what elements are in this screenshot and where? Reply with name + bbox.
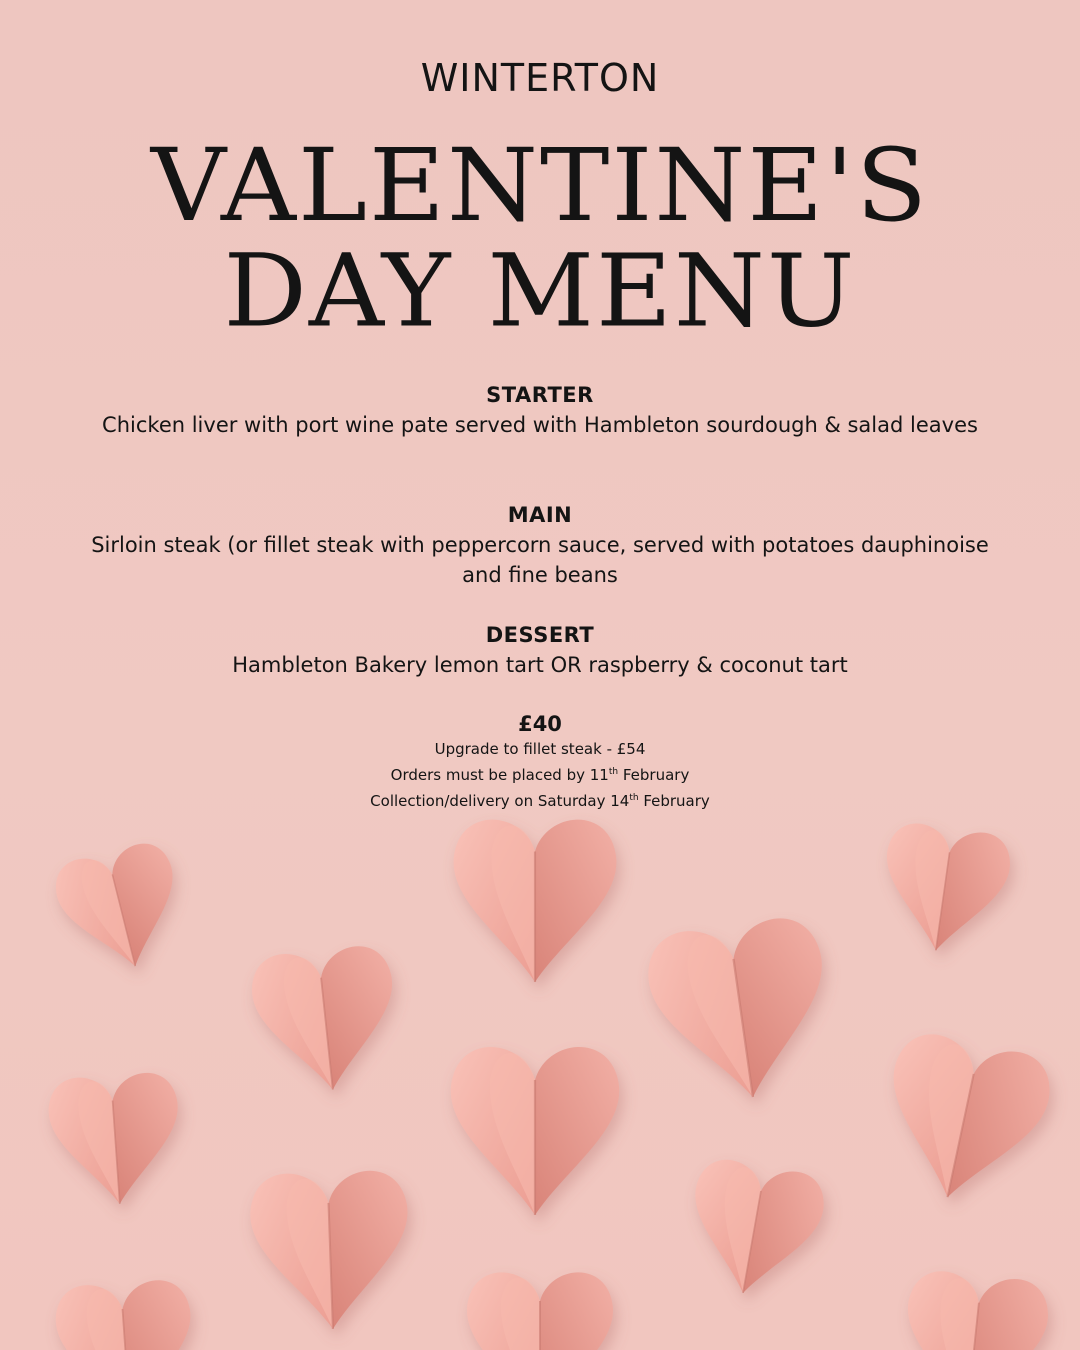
- brand-name: WINTERTON: [420, 56, 660, 100]
- course-starter: [90, 380, 990, 440]
- paper-heart-icon: [897, 1268, 1051, 1350]
- paper-heart-icon: [451, 1047, 619, 1215]
- paper-heart-icon: [643, 913, 840, 1109]
- page-title: [0, 126, 1080, 350]
- paper-heart-icon: [50, 838, 193, 981]
- course-dessert: [90, 620, 990, 680]
- paper-heart-icon: [249, 1170, 412, 1332]
- collection-date: Collection/delivery on Saturday 14th February: [370, 792, 710, 810]
- course-heading: MAIN: [507, 503, 573, 527]
- paper-heart-icon: [454, 820, 617, 982]
- upgrade-note: Upgrade to fillet steak - £54: [434, 740, 646, 758]
- paper-heart-icon: [871, 1027, 1057, 1213]
- title-line-2: DAY MENU: [223, 232, 857, 350]
- course-description: Chicken liver with port wine pate served with Hambleton sourdough & salad leaves: [102, 413, 978, 437]
- course-heading: STARTER: [486, 383, 594, 407]
- paper-heart-icon: [248, 943, 402, 1097]
- course-description: Hambleton Bakery lemon tart OR raspberry & coconut tart: [232, 653, 848, 677]
- price: £40: [518, 712, 562, 736]
- course-description: Sirloin steak (or fillet steak with peppercorn sauce, served with potatoes dauphinoise and fine beans: [91, 533, 989, 587]
- paper-heart-icon: [875, 820, 1015, 959]
- paper-heart-icon: [679, 1155, 829, 1304]
- paper-heart-icon: [53, 1278, 197, 1350]
- course-heading: DESSERT: [485, 623, 595, 647]
- title-line-1: VALENTINE'S: [150, 126, 930, 244]
- pricing-block: [0, 710, 1080, 813]
- paper-heart-icon: [467, 1272, 613, 1350]
- paper-heart-icon: [46, 1071, 184, 1208]
- course-main: [90, 500, 990, 590]
- order-deadline: Orders must be placed by 11th February: [390, 766, 690, 784]
